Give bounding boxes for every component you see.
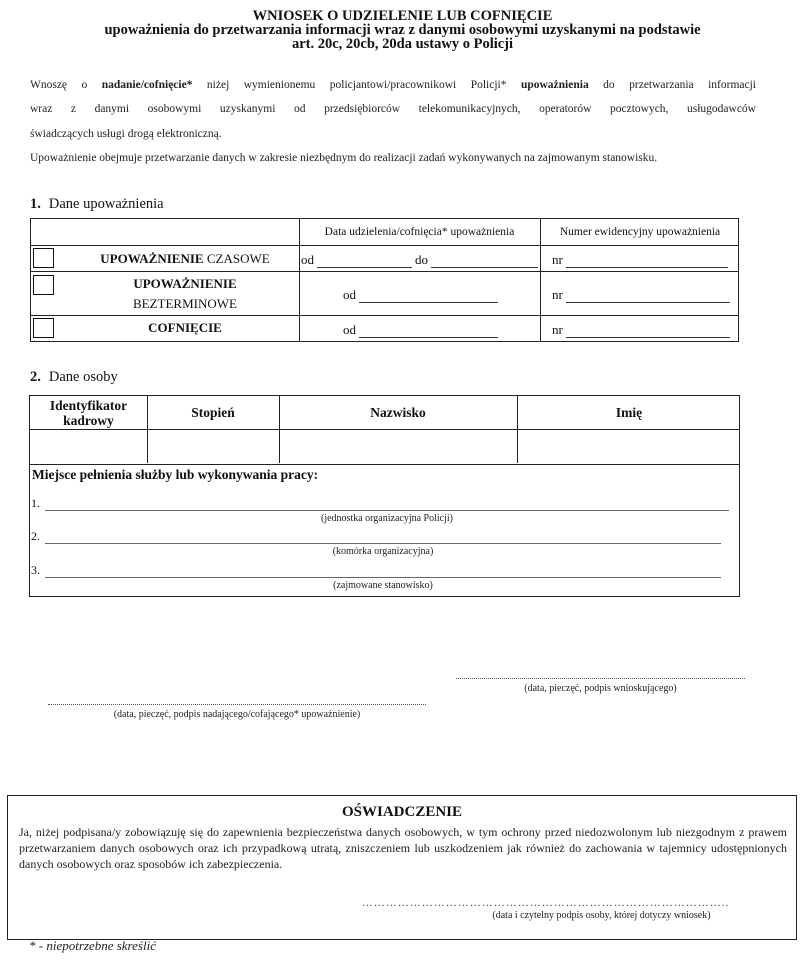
temporary-number-field[interactable] (566, 267, 728, 268)
footnote: * - niepotrzebne skreślić (29, 938, 156, 953)
nr-label: nr (552, 287, 563, 302)
col-name-header: Imię (615, 405, 643, 420)
intro-line-2: wraz z danymi osobowymi uzyskanymi od przedsiębiorców telekomunikacyjnych, operatorów pocztowych, usługodawców (30, 103, 756, 115)
col-surname-header: Nazwisko (370, 405, 426, 420)
temporary-from-field[interactable] (317, 267, 412, 268)
temporary-to-field[interactable] (431, 267, 538, 268)
checkbox-temporary[interactable] (33, 248, 54, 268)
intro-line-1: Wnoszę o nadanie/cofnięcie* niżej wymienionemu policjantowi/pracownikowi Policji* upoważnienia do przetwarzania informacji (30, 79, 756, 91)
permanent-from-field[interactable] (359, 302, 498, 303)
workplace-label: Miejsce pełnienia służby lub wykonywania pracy: (32, 467, 319, 482)
department-field[interactable] (45, 543, 721, 544)
to-label: do (415, 252, 428, 267)
applicant-signature-line[interactable] (456, 678, 745, 679)
section1-heading: 1. Dane upoważnienia (30, 196, 164, 212)
option-revocation-label: COFNIĘCIE (148, 320, 222, 335)
option-permanent-label-1: UPOWAŻNIENIE (133, 276, 237, 291)
name-input-cell[interactable] (518, 430, 740, 463)
form-title: WNIOSEK O UDZIELENIE LUB COFNIĘCIE (252, 8, 553, 24)
rank-input-cell[interactable] (148, 430, 279, 463)
from-label: od (343, 287, 356, 302)
line1-number: 1. (31, 496, 40, 510)
checkbox-revocation[interactable] (33, 318, 54, 338)
intro-line-4: Upoważnienie obejmuje przetwarzanie danych w zakresie niezbędnym do realizacji zadań wykonywanych na zajmowanym stanowisku. (30, 152, 658, 164)
granter-signature-caption: (data, pieczęć, podpis nadającego/cofającego* upoważnienie) (113, 709, 361, 720)
position-field[interactable] (45, 577, 721, 578)
line3-number: 3. (31, 563, 40, 577)
statement-box (7, 795, 797, 940)
revocation-number-field[interactable] (566, 337, 730, 338)
form-subtitle-line2: art. 20c, 20cb, 20da ustawy o Policji (291, 36, 514, 52)
from-label: od (343, 322, 356, 337)
nr-label: nr (552, 322, 563, 337)
id-input-cell[interactable] (31, 430, 147, 463)
organizational-unit-field[interactable] (45, 510, 729, 511)
section2-heading: 2. Dane osoby (30, 369, 118, 385)
person-table (29, 395, 740, 597)
checkbox-permanent[interactable] (33, 275, 54, 295)
surname-input-cell[interactable] (280, 430, 517, 463)
line1-caption: (jednostka organizacyjna Policji) (321, 513, 453, 524)
statement-signature-caption: (data i czytelny podpis osoby, której dotyczy wniosek) (492, 910, 711, 921)
line3-caption: (zajmowane stanowisko) (333, 580, 433, 591)
statement-text: Ja, niżej podpisana/y zobowiązuję się do zapewnienia bezpieczeństwa danych osobowych, w tym ochrony przed niedozwolonym lub niezgodnym z prawem przetwarzaniem danych osobowych oraz ich przypadkową utratą, zniszczeniem lub uszkodzeniem jak również do zachowania w tajemnicy udostępnionych danych osobowych oraz sposobów ich zabezpieczenia. (19, 825, 787, 871)
granter-signature-line[interactable] (48, 704, 426, 705)
revocation-from-field[interactable] (359, 337, 498, 338)
line2-number: 2. (31, 529, 40, 543)
statement-title: OŚWIADCZENIE (341, 804, 463, 820)
form-subtitle-line1: upoważnienia do przetwarzania informacji wraz z danymi osobowymi uzyskanymi na podstawie (104, 22, 701, 38)
permanent-number-field[interactable] (566, 302, 730, 303)
applicant-signature-caption: (data, pieczęć, podpis wnioskującego) (524, 683, 677, 694)
option-temporary-label: UPOWAŻNIENIE CZASOWE (100, 251, 270, 266)
col-id-header: Identyfikator kadrowy (49, 398, 128, 428)
col-date-header: Data udzielenia/cofnięcia* upoważnienia (324, 226, 515, 238)
col-rank-header: Stopień (191, 405, 235, 420)
intro-line-3: świadczących usługi drogą elektroniczną. (30, 128, 222, 140)
statement-signature-dots[interactable]: ……………………………………………………………………………….. (361, 897, 730, 909)
from-label: od (301, 252, 314, 267)
col-number-header: Numer ewidencyjny upoważnienia (559, 226, 721, 238)
nr-label: nr (552, 252, 563, 267)
authorization-table (30, 218, 739, 342)
option-permanent-label-2: BEZTERMINOWE (133, 296, 237, 311)
line2-caption: (komórka organizacyjna) (332, 546, 434, 557)
